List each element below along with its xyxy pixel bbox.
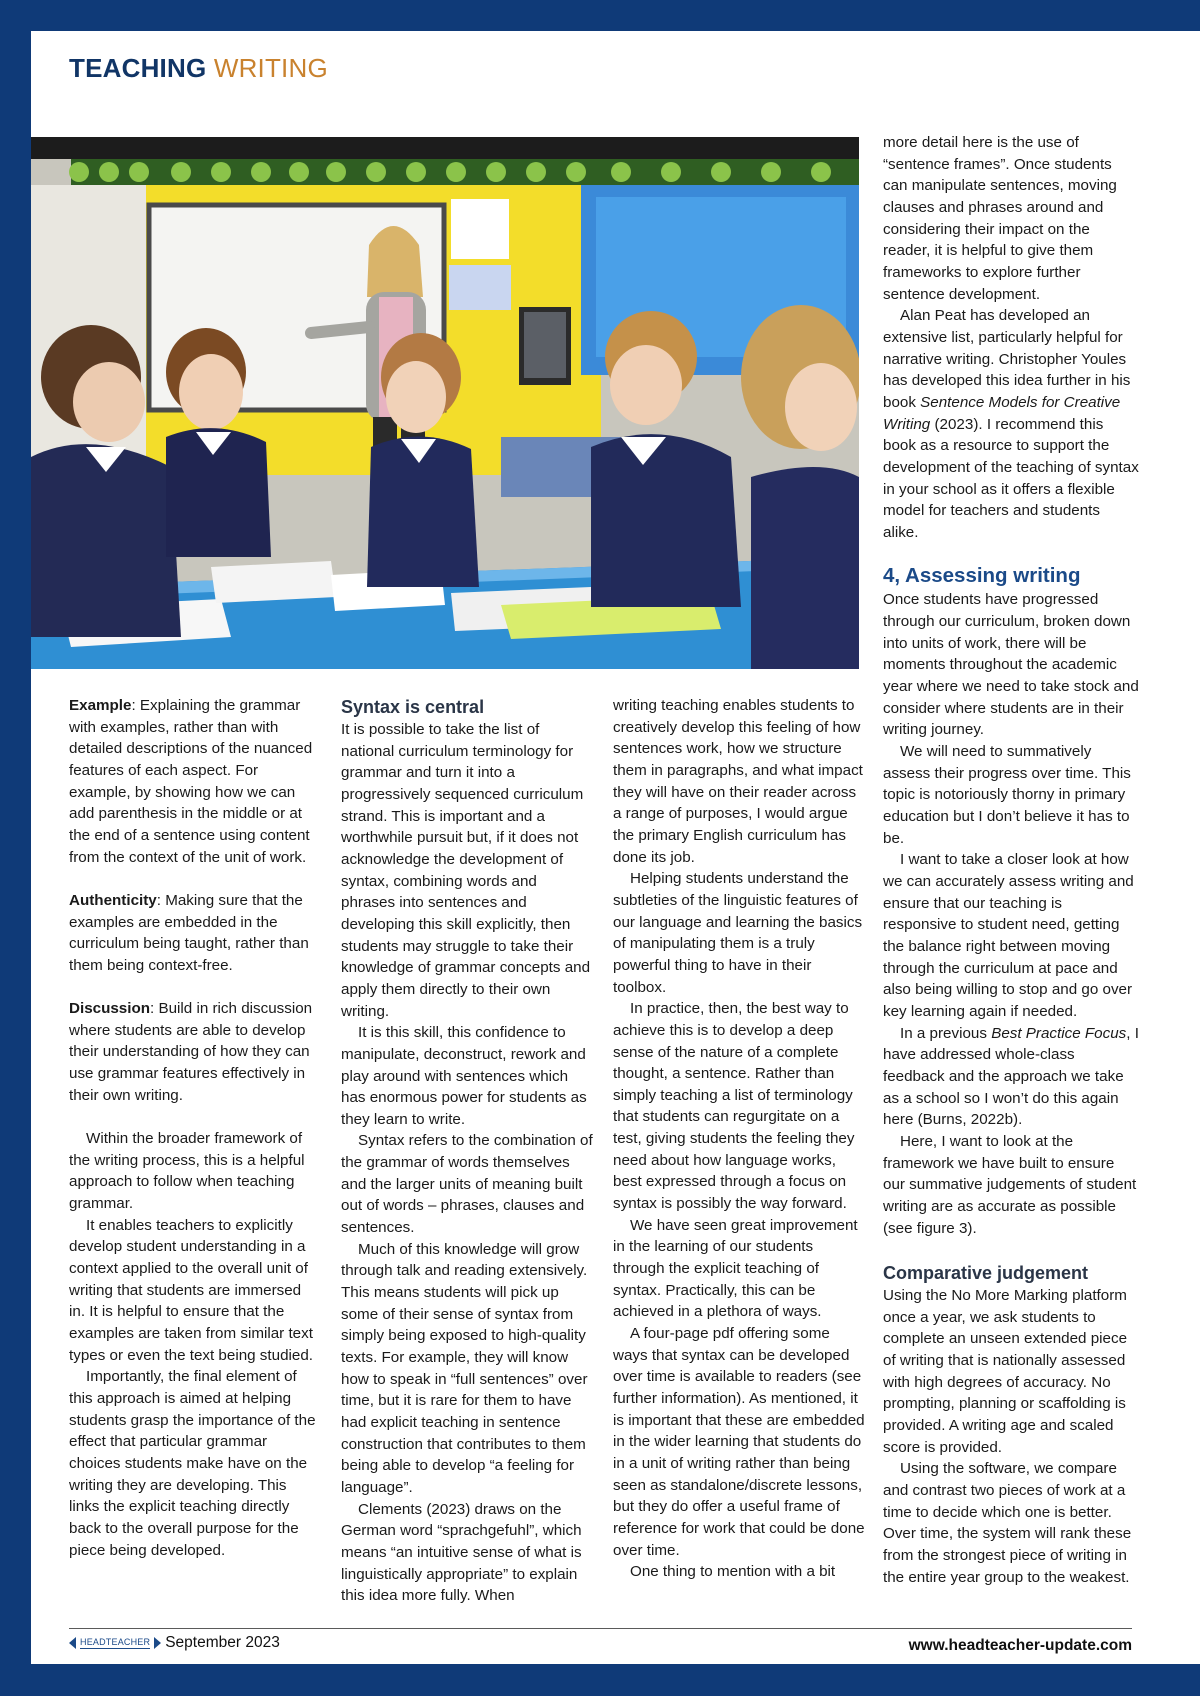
body-paragraph: Importantly, the final element of this approach is aimed at helping students grasp the importance of the effect that particular grammar choices students make have on the writing they are developing. This links the explicit teaching directly back to the overall purpose for the piece being developed. — [69, 1368, 316, 1559]
text-authenticity: : Making sure that the examples are embedded in the curriculum being taught, rather than them being context-free. — [69, 891, 309, 974]
body-paragraph: Helping students understand the subtleties of the linguistic features of our language and learning the basics of manipulating them is a truly powerful thing to have in their toolbox. — [613, 870, 863, 996]
magazine-page — [31, 31, 1200, 1664]
paragraph-example — [69, 695, 321, 868]
heading-assessing-writing: 4, Assessing writing — [883, 564, 1081, 588]
book-title: Sentence Models for Creative Writing — [883, 393, 1121, 433]
body-paragraph: I want to take a closer look at how we can accurately assess writing and ensure that our teaching is responsive to student need, getting the balance right between moving through the curriculum at pace and also being willing to stop and go over key learning again if needed. — [883, 851, 1134, 1020]
body-paragraph: Once students have progressed through our curriculum, broken down into units of work, there will be moments throughout the academic year where we need to take stock and consider where students are in their writing journey. — [883, 591, 1139, 739]
body-paragraph: A four-page pdf offering some ways that syntax can be developed over time is available to readers (see further information). As mentioned, it is important that these are embedded in the wider learning that students do in a unit of writing rather than being seen as standalone/discrete lessons, but they do offer a useful frame of reference for work that could be done over time. — [613, 1325, 865, 1559]
footer-divider — [69, 1628, 1132, 1629]
text-column-1 — [69, 695, 321, 1561]
text-fragment: In a previous — [900, 1024, 992, 1042]
label-authenticity: Authenticity — [69, 891, 157, 909]
section-title-writing: WRITING — [213, 53, 328, 83]
subheading-comparative-judgement: Comparative judgement — [883, 1263, 1089, 1284]
body-paragraph: We will need to summatively assess their progress over time. This topic is notoriously thorny in primary education but I don’t believe it has to be. — [883, 743, 1131, 847]
headteacher-logo: HEADTEACHER — [80, 1637, 151, 1647]
publication-title: Best Practice Focus — [991, 1024, 1127, 1042]
triangle-left-icon — [69, 1637, 76, 1649]
body-paragraph: Here, I want to look at the framework we have built to ensure our summative judgements of student writing are as accurate as possible (see figure 3). — [883, 1132, 1137, 1237]
text-discussion: : Build in rich discussion where students are able to develop their understanding of how they can use grammar features effectively in their own writing. — [69, 1000, 313, 1104]
text-column-3 — [613, 695, 865, 1583]
subheading-syntax-is-central: Syntax is central — [341, 697, 485, 717]
body-paragraph — [883, 305, 1139, 543]
text-fragment: (2023). I recommend this book as a resource to support the development of the teaching of syntax in your school as it offers a flexible model for teachers and students alike. — [883, 415, 1139, 541]
body-paragraph: It is possible to take the list of national curriculum terminology for grammar and turn it into a progressively sequenced curriculum strand. This is important and a worthwhile pursuit but, if it does not acknowledge the development of syntax, combining words and phrases into sentences and developing this skill explicitly, then students may struggle to take their knowledge of grammar concepts and apply them directly to their own writing. — [341, 721, 591, 1020]
body-paragraph: more detail here is the use of “sentence frames”. Once students can manipulate sentences, moving clauses and phrases around and considering their impact on the reader, it is helpful to give them frameworks to explore further sentence development. — [883, 134, 1117, 303]
section-header — [69, 53, 328, 84]
paragraph-authenticity — [69, 890, 321, 977]
footer-left — [69, 1634, 280, 1652]
text-column-4 — [883, 132, 1139, 1588]
body-paragraph: Syntax refers to the combination of the grammar of words themselves and the larger units of meaning built out of words – phrases, clauses and sentences. — [341, 1132, 593, 1237]
body-paragraph: We have seen great improvement in the learning of our students through the explicit teaching of syntax. Practically, this can be achieved in a plethora of ways. — [613, 1216, 858, 1321]
body-paragraph — [883, 1023, 1139, 1131]
body-paragraph: Using the software, we compare and contrast two pieces of work at a time to decide which one is better. Over time, the system will rank these from the strongest piece of writing in the entire year group to the weakest. — [883, 1460, 1132, 1586]
text-example: : Explaining the grammar with examples, rather than with detailed descriptions of the nuanced features of each aspect. For example, by showing how we can add parenthesis in the middle or at the end of a sentence using content from the context of the unit of work. — [69, 697, 313, 866]
label-discussion: Discussion — [69, 1000, 151, 1018]
body-paragraph: In practice, then, the best way to achieve this is to develop a deep sense of the nature of a complete thought, a sentence. Rather than simply teaching a list of terminology that students can regurgitate on a test, giving students the feeling they need about how language works, best expressed through a focus on syntax is possibly the way forward. — [613, 1000, 855, 1213]
paragraph-discussion — [69, 998, 321, 1106]
body-paragraph: Much of this knowledge will grow through talk and reading extensively. This means students will pick up some of their sense of syntax from simply being exposed to high-quality texts. For example, they will know how to speak in “full sentences” over time, but it is rare for them to have had explicit teaching in sentence construction that contributes to them being able to develop “a feeling for language”. — [341, 1240, 588, 1496]
label-example: Example — [69, 697, 132, 714]
issue-date: September 2023 — [165, 1634, 280, 1651]
section-title-teaching: TEACHING — [69, 53, 207, 83]
body-paragraph: It is this skill, this confidence to manipulate, deconstruct, rework and play around with sentences which has enormous power for students as they learn to write. — [341, 1024, 587, 1128]
body-paragraph: Using the No More Marking platform once a year, we ask students to complete an unseen extended piece of writing that is nationally assessed with high degrees of accuracy. No prompting, planning or scaffolding is provided. A writing age and scaled score is provided. — [883, 1287, 1128, 1456]
text-fragment: Alan Peat has developed an extensive list, particularly helpful for narrative writing. Christopher Youles has developed this idea further in his book — [883, 307, 1131, 411]
text-column-2 — [341, 695, 593, 1607]
body-paragraph: It enables teachers to explicitly develop student understanding in a context applied to the overall unit of writing that students are immersed in. It is helpful to ensure that the examples are taken from similar text types or even the text being studied. — [69, 1216, 314, 1364]
classroom-photo — [31, 137, 859, 669]
text-fragment: , I have addressed whole-class feedback and the approach we take as a school so I won’t do this again here (Burns, 2022b). — [883, 1024, 1139, 1129]
body-paragraph: Within the broader framework of the writing process, this is a helpful approach to follow when teaching grammar. — [69, 1130, 305, 1213]
body-paragraph: writing teaching enables students to creatively develop this feeling of how sentences work, how we structure them in paragraphs, and what impact they will have on their reader across a range of purposes, I would argue the primary English curriculum has done its job. — [613, 697, 863, 866]
body-paragraph: Clements (2023) draws on the German word “sprachgefuhl”, which means “an intuitive sense of what is linguistically appropriate” to explain this idea more fully. When — [341, 1500, 582, 1605]
footer-url[interactable]: www.headteacher-update.com — [908, 1637, 1132, 1654]
body-paragraph: One thing to mention with a bit — [630, 1563, 836, 1581]
triangle-right-icon — [154, 1637, 161, 1649]
